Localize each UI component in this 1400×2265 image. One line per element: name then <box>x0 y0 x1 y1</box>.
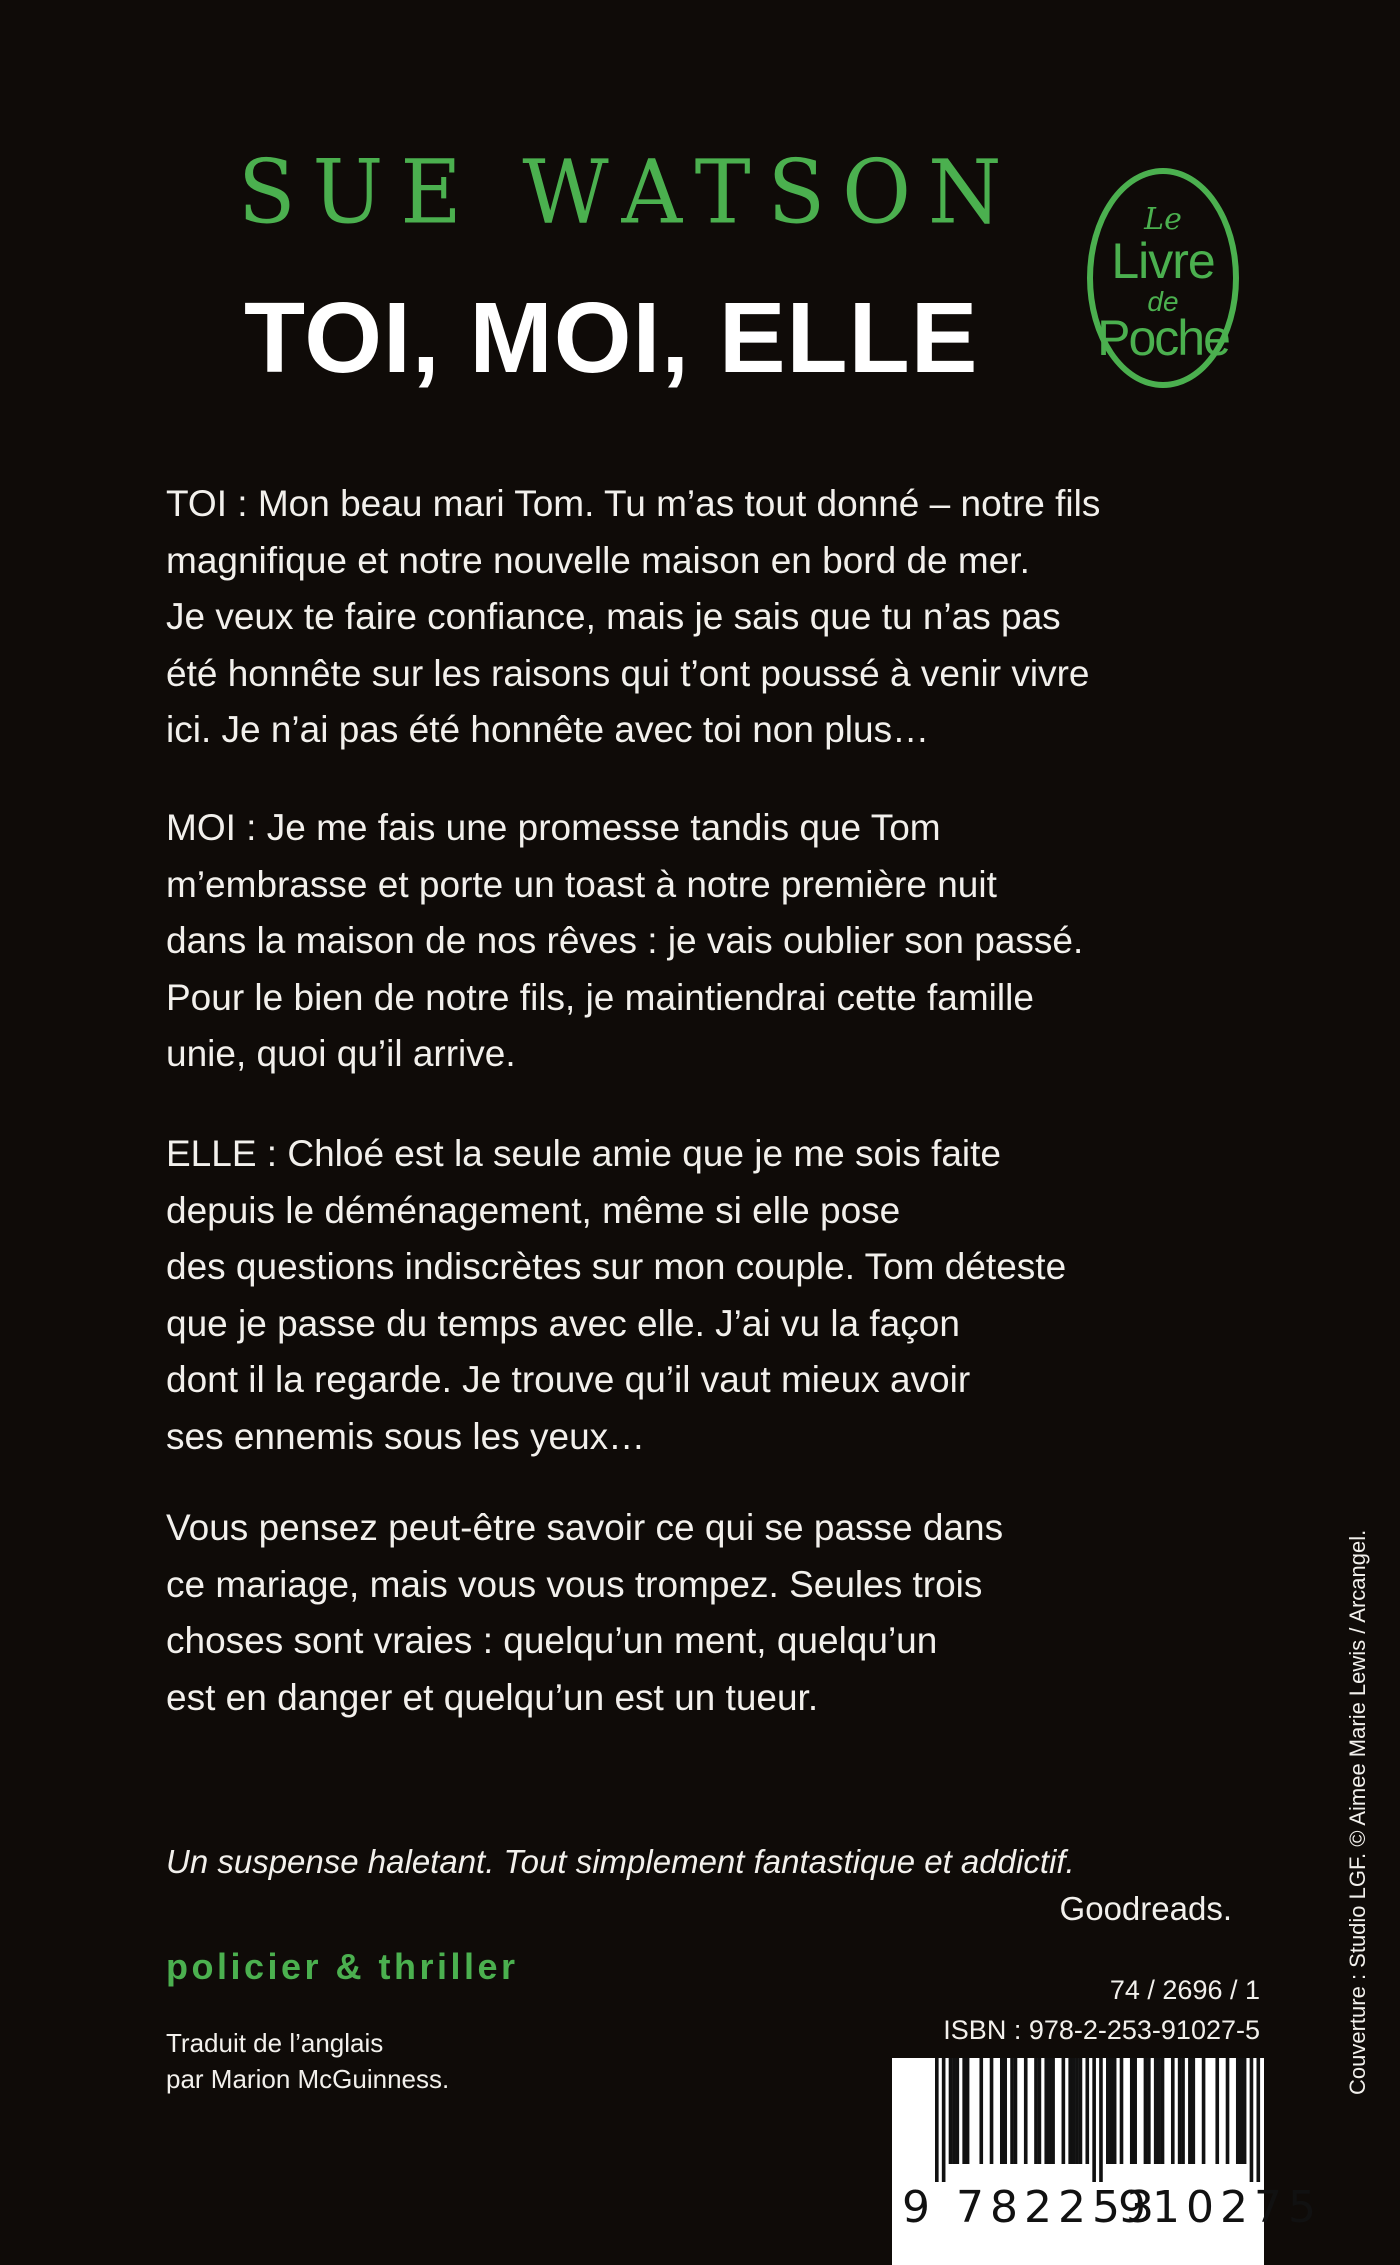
barcode-bars <box>892 2058 1264 2265</box>
barcode-bar <box>1085 2058 1089 2164</box>
barcode-bar <box>1038 2058 1042 2164</box>
barcode-bar <box>1215 2058 1219 2164</box>
barcode-bar <box>990 2058 994 2164</box>
collection-category: policier & thriller <box>166 1946 519 1987</box>
barcode-bar <box>1188 2058 1192 2164</box>
text-line: est en danger et quelqu’un est un tueur. <box>166 1676 819 1718</box>
blurb-paragraph-moi <box>166 800 1266 1083</box>
cover-credit: Couverture : Studio LGF. © Aimee Marie Lewis / Arcangel. <box>1345 1529 1370 2095</box>
text-line: dont il la regarde. Je trouve qu’il vaut mieux avoir <box>166 1359 971 1400</box>
text-line: dans la maison de nos rêves : je vais oublier son passé. <box>166 920 1084 961</box>
barcode-bar <box>1236 2058 1240 2164</box>
review-quote: Un suspense haletant. Tout simplement fantastique et addictif. <box>166 1843 1075 1880</box>
review-source: Goodreads. <box>1059 1890 1232 1927</box>
barcode-bar <box>1109 2058 1113 2164</box>
barcode-bar <box>1202 2058 1206 2164</box>
barcode-bar <box>1075 2058 1079 2164</box>
barcode-bar <box>1072 2058 1076 2164</box>
barcode-bar <box>956 2058 960 2164</box>
text-line: Je veux te faire confiance, mais je sais que tu n’as pas <box>166 596 1061 637</box>
barcode-bar <box>1099 2058 1103 2182</box>
text-line: unie, quoi qu’il arrive. <box>166 1033 516 1074</box>
barcode-bar <box>1147 2058 1151 2164</box>
text-line: magnifique et notre nouvelle maison en bord de mer. <box>166 539 1030 581</box>
barcode-bar <box>1250 2058 1254 2182</box>
barcode-bar <box>1062 2058 1066 2164</box>
text-line: que je passe du temps avec elle. J’ai vu la façon <box>166 1302 960 1344</box>
barcode-bar <box>1243 2058 1247 2164</box>
isbn: ISBN : 978-2-253-91027-5 <box>943 2015 1260 2045</box>
text-line: TOI : Mon beau mari Tom. Tu m’as tout donné – notre fils <box>166 483 1101 524</box>
barcode-bar <box>952 2058 956 2164</box>
text-line: Traduit de l’anglais <box>166 2028 384 2058</box>
text-line: été honnête sur les raisons qui t’ont poussé à venir vivre <box>166 652 1090 694</box>
barcode-bar <box>1171 2058 1175 2164</box>
logo-text: Livre <box>1111 233 1215 289</box>
text-line: choses sont vraies : quelqu’un ment, quelqu’un <box>166 1620 938 1661</box>
text-line: des questions indiscrètes sur mon couple. Tom déteste <box>166 1246 1067 1287</box>
barcode-bar <box>942 2058 946 2182</box>
barcode <box>892 2058 1322 2265</box>
barcode-digits-left: 782253 <box>956 2182 1160 2233</box>
barcode-bar <box>1034 2058 1038 2164</box>
barcode-digits-right: 910275 <box>1118 2182 1322 2233</box>
barcode-bar <box>1161 2058 1165 2164</box>
barcode-bar <box>1144 2058 1148 2164</box>
barcode-bar <box>1000 2058 1004 2164</box>
barcode-bar <box>1051 2058 1055 2164</box>
logo-text: Poche <box>1097 310 1229 366</box>
barcode-bar <box>1068 2058 1072 2164</box>
text-line: MOI : Je me fais une promesse tandis que Tom <box>166 807 941 848</box>
barcode-bar <box>1226 2058 1230 2164</box>
logo-text: Le <box>1144 202 1182 237</box>
translator-credit <box>166 2025 449 2097</box>
blurb-paragraph-toi <box>166 476 1266 759</box>
blurb-paragraph-elle <box>166 1126 1266 1465</box>
barcode-bar <box>1003 2058 1007 2164</box>
barcode-bar <box>949 2058 953 2164</box>
text-line: ici. Je n’ai pas été honnête avec toi non plus… <box>166 709 930 750</box>
text-line: Vous pensez peut-être savoir ce qui se passe dans <box>166 1507 1004 1548</box>
barcode-bar <box>1048 2058 1052 2164</box>
barcode-bar <box>1092 2058 1096 2182</box>
barcode-bar <box>1106 2058 1110 2164</box>
barcode-bar <box>1133 2058 1137 2164</box>
barcode-bar <box>979 2058 983 2164</box>
barcode-bar <box>1154 2058 1158 2164</box>
barcode-bar <box>1024 2058 1028 2164</box>
barcode-bar <box>1014 2058 1018 2164</box>
blurb-paragraph-conclusion <box>166 1500 1266 1726</box>
barcode-bar <box>1256 2058 1260 2182</box>
barcode-bar <box>1120 2058 1124 2164</box>
barcode-bar <box>1113 2058 1117 2164</box>
text-line: m’embrasse et porte un toast à notre première nuit <box>166 863 997 905</box>
barcode-bar <box>1178 2058 1182 2164</box>
text-line: par Marion McGuinness. <box>166 2064 450 2094</box>
logo-text: de <box>1147 286 1179 317</box>
barcode-bar <box>1130 2058 1134 2164</box>
barcode-bar <box>1192 2058 1196 2164</box>
barcode-bar <box>935 2058 939 2182</box>
barcode-bar <box>1010 2058 1014 2164</box>
barcode-bar <box>1079 2058 1083 2164</box>
barcode-bar <box>1239 2058 1243 2164</box>
text-line: ce mariage, mais vous vous trompez. Seules trois <box>166 1563 983 1605</box>
publisher-logo <box>1087 168 1239 388</box>
text-line: ELLE : Chloé est la seule amie que je me sois faite <box>166 1133 1002 1174</box>
text-line: ses ennemis sous les yeux… <box>166 1415 646 1457</box>
book-title: TOI, MOI, ELLE <box>244 282 979 394</box>
barcode-digit-first: 9 <box>902 2182 936 2233</box>
barcode-bar <box>966 2058 970 2164</box>
text-line: Pour le bien de notre fils, je maintiendrai cette famille <box>166 976 1034 1018</box>
barcode-bar <box>962 2058 966 2164</box>
catalog-code: 74 / 2696 / 1 <box>1109 1975 1260 2005</box>
barcode-bar <box>1181 2058 1185 2164</box>
author-name: SUE WATSON <box>238 140 1019 244</box>
barcode-bar <box>1044 2058 1048 2164</box>
text-line: depuis le déménagement, même si elle pose <box>166 1189 901 1231</box>
barcode-bar <box>1157 2058 1161 2164</box>
